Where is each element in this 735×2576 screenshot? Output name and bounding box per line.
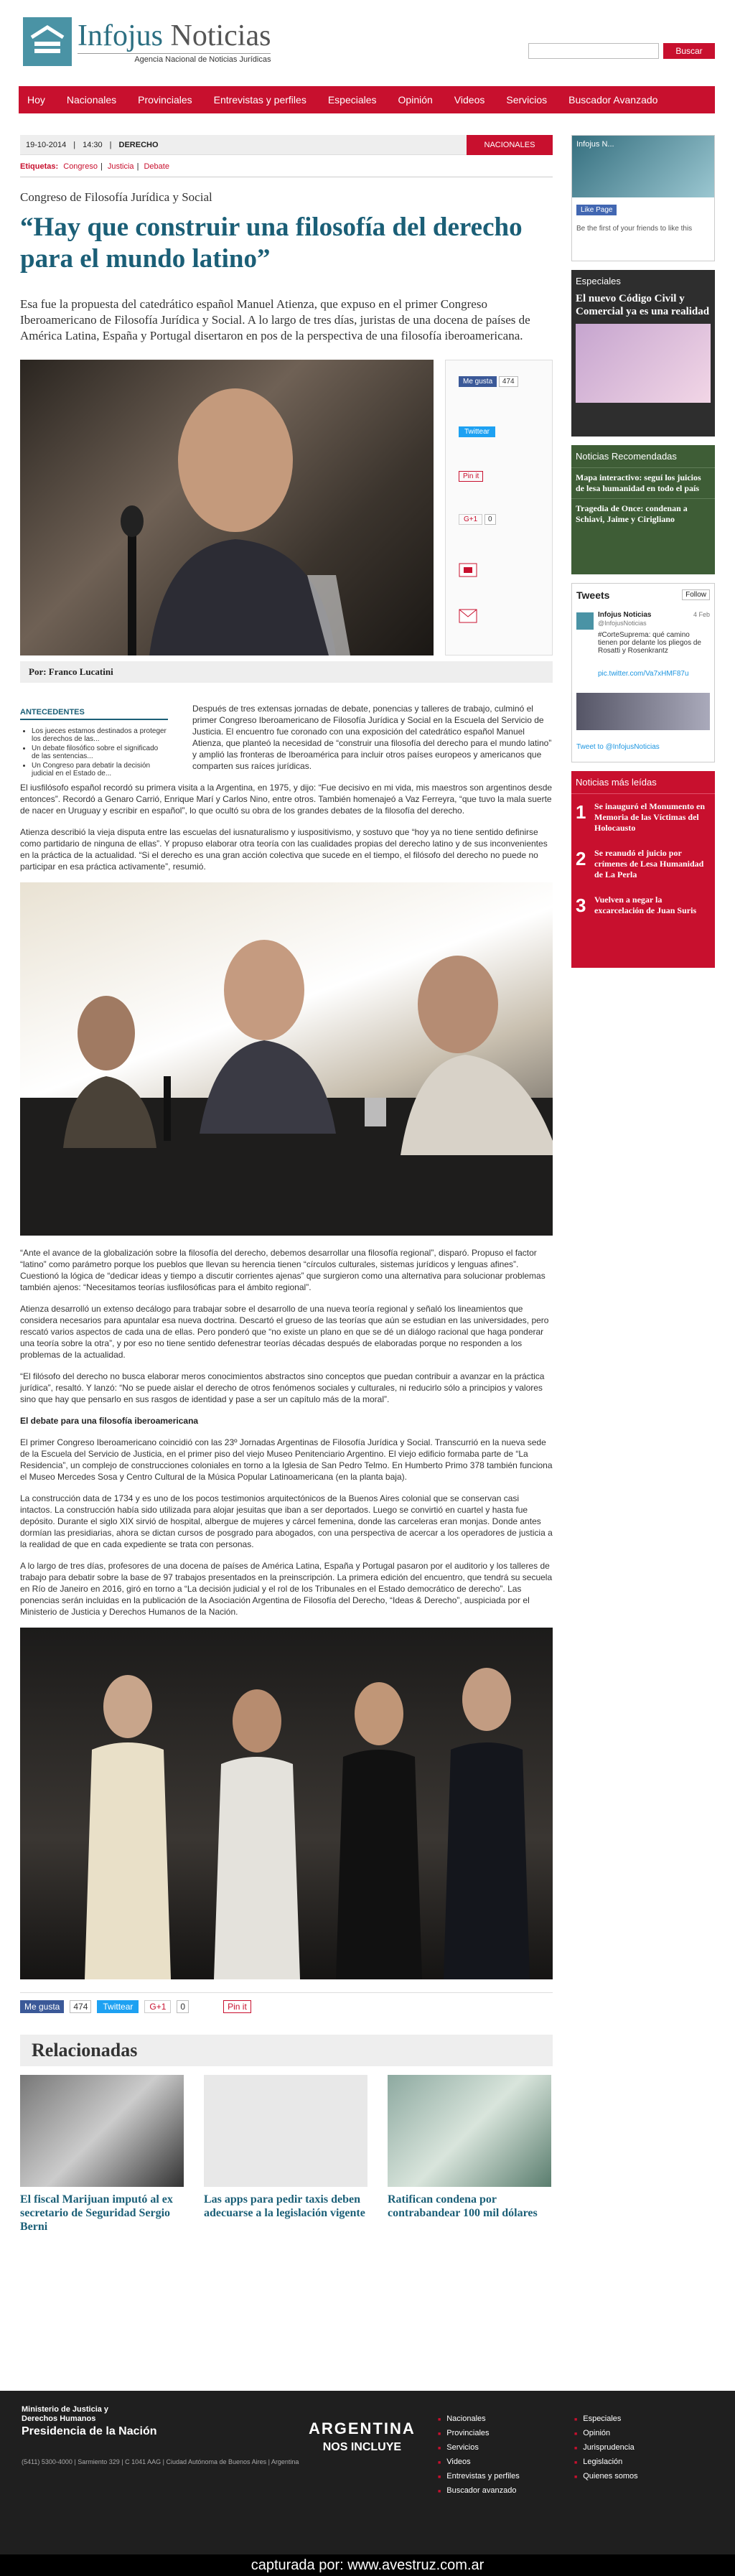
site-header (0, 0, 735, 79)
follow-button[interactable]: Follow (682, 589, 710, 600)
tw-avatar (576, 612, 594, 630)
site-logo[interactable] (23, 17, 271, 66)
tweets-heading: Tweets (576, 589, 610, 601)
footer-link[interactable]: ■ Entrevistas y perfiles (438, 2470, 520, 2484)
hero-photo (20, 360, 434, 655)
nav-hoy[interactable]: Hoy (27, 94, 45, 106)
mas-leida-link[interactable]: Vuelven a negar la excarcelación de Juan Suris (594, 895, 697, 915)
gplus-count: 0 (484, 514, 496, 525)
search-button[interactable]: Buscar (663, 43, 715, 59)
facebook-widget (571, 135, 715, 261)
main-nav (19, 86, 715, 113)
paragraph: El primer Congreso Iberoamericano coincidió con las 23º Jornadas Argentinas de Filosofía Jurídica y Social. Transcurrió en la nueva sede de la Escuela del Servicio de Justicia, en el primer piso del viejo Museo Penitenciario Argentino. El viejo edificio formaba parte de “La Residencia”, un complejo de construcciones coloniales en torno a la Iglesia de San Pedro Telmo. En Humberto Primo 378 también funciona el Museo Mercedes Sosa y Centro Cultural de la Música Popular Latinoamericana (en la planta baja). (20, 1437, 553, 1482)
footer-link[interactable]: ■ Buscador avanzado (438, 2484, 520, 2498)
especiales-heading: Especiales (576, 276, 621, 286)
article-body (20, 703, 553, 1979)
article-photo (20, 1628, 553, 1979)
subheading: El debate para una filosofía iberoamericana (20, 1416, 199, 1426)
antecedentes-link[interactable]: • Un debate filosófico sobre el significado de las sentencias... (32, 745, 168, 760)
related-item[interactable] (388, 2075, 551, 2234)
nav-entrevistas[interactable]: Entrevistas y perfiles (213, 94, 306, 106)
hero-block (20, 360, 553, 655)
tags-label: Etiquetas: (20, 162, 59, 171)
related-title[interactable]: Las apps para pedir taxis deben adecuarse a la legislación vigente (204, 2193, 365, 2219)
recomendada-link[interactable]: Tragedia de Once: condenan a Schiavi, Jaime y Cirigliano (571, 498, 715, 529)
nav-servicios[interactable]: Servicios (506, 94, 548, 106)
tweet-to-link[interactable]: Tweet to @InfojusNoticias (576, 743, 660, 751)
tw-handle: @InfojusNoticias (598, 620, 647, 627)
antecedentes-link[interactable]: • Los jueces estamos destinados a proteger los derechos de las... (32, 727, 168, 743)
footer-link[interactable]: ■ Legislación (574, 2455, 638, 2470)
nav-provinciales[interactable]: Provinciales (138, 94, 192, 106)
footer-link[interactable]: ■ Opinión (574, 2427, 638, 2441)
nav-buscador[interactable]: Buscador Avanzado (568, 94, 658, 106)
nav-videos[interactable]: Videos (454, 94, 485, 106)
gplus-button[interactable]: G+1 (459, 514, 482, 525)
paragraph: Después de tres extensas jornadas de debate, ponencias y talleres de trabajo, culminó el primer Congreso Iberoamericano de Filosofía Jurídica y Social en la Escuela del Servicio de Justicia. El encuentro fue coronado con una exposición del catedrático español Manuel Atienza, que planteó la necesidad de “construir una filosofía del derecho para el mundo latino” y amplió las fronteras de Iberoamérica para incluir otros países europeos y americanos que comparten sus raíces jurídicas. (192, 704, 552, 771)
fb-widget-text: Be the first of your friends to like this (576, 225, 693, 233)
mas-leidas-heading: Noticias más leídas (571, 771, 715, 794)
paragraph: Atienza describió la vieja disputa entre las escuelas del iusnaturalismo y iuspositivismo, y sostuvo que “hoy ya no tiene sentido definirse como partidario de ninguna de ellas”. Y propuso elaborar otra teoría con las cualidades propias del derecho latino y de sus inconvenientes en la práctica de la actualidad. “Si el derecho es una gran acción colectiva que sucede en el tiempo, el filósofo del derecho no puede no participar en esa práctica activamente”, resumió. (20, 827, 548, 872)
footer-link[interactable]: ■ Quienes somos (574, 2470, 638, 2484)
article-date: 19-10-2014 (26, 140, 67, 149)
antecedentes-link[interactable]: • Un Congreso para debatir la decisión judicial en el Estado de... (32, 762, 168, 778)
antecedentes-box (20, 708, 168, 779)
tw-link[interactable]: pic.twitter.com/Va7xHMF87u (598, 670, 689, 678)
paragraph: Atienza desarrolló un extenso decálogo para trabajar sobre el desarrollo de una nueva teoría regional y señaló los lineamientos que considera necesarios para apuntalar esa nueva doctrina. Descartó el grueso de las teorías que aún se estudian en las universidades, pero rescató varios aspectos de cada una de ellas. Pero ponderó que “no existe un plano en que se dé un diálogo racional que haga ponderar una teoría sobre la otra”, y por eso no tiene sentido defenestrar teorías décadas después de elaboradas porque no responden a los problemas de la actualidad. (20, 1304, 549, 1360)
tag-link[interactable]: Justicia (107, 162, 134, 171)
paragraph: A lo largo de tres días, profesores de una docena de países de América Latina, España y Portugal pasaron por el auditorio y los talleres de trabajo para debatir sobre la base de 97 trabajos presentados en la preinscripción. La primera edición del encuentro, que tendrá su secuela en Río de Janeiro en 2016, giró en torno a “La decisión judicial y el rol de los Tribunales en el Estado democrático de derecho”. Las ponencias serán incluidas en la publicación de la Asociación Argentina de Filosofía del Derecho, “Ideas & Derecho”, auspiciada por el Ministerio de Justicia y Derechos Humanos de la Nación. (20, 1561, 553, 1617)
footer-link[interactable]: ■ Nacionales (438, 2412, 520, 2427)
footer-links-2 (574, 2412, 638, 2484)
footer-links-1 (438, 2412, 520, 2498)
site-footer (0, 2391, 735, 2554)
footer-link[interactable]: ■ Jurisprudencia (574, 2441, 638, 2455)
logo-subtitle: Agencia Nacional de Noticias Jurídicas (78, 53, 271, 64)
article-column (20, 135, 553, 2234)
mas-leidas-widget: Noticias más leídas 1 Se inauguró el Monumento en Memoria de las Víctimas del Holocausto 2 Se reanudó el juicio por crímenes de Lesa Humanidad de La Perla 3 Vuelven a negar la excarcelación de Juan Suris (571, 771, 715, 968)
article-kicker: Congreso de Filosofía Jurídica y Social (20, 190, 212, 204)
fb-like-button[interactable]: Me gusta (20, 2000, 64, 2013)
paragraph: “Ante el avance de la globalización sobre la filosofía del derecho, debemos desarrollar una filosofía regional”, disparó. Propuso el factor “latino” como parámetro porque los pueblos que llevan su herencia tienen “círculos culturales, sistemas jurídicos y lenguas afines”. Cuestionó la lógica de “dedicar ideas y tiempo a discutir corrientes ajenas” que surgieron como una alternativa para solucionar problemas también ajenos: “Necesitamos teorías iusfilosóficas para el ámbito regional”. (20, 1248, 546, 1292)
related-title[interactable]: Ratifican condena por contrabandear 100 mil dólares (388, 2193, 538, 2219)
gplus-button[interactable]: G+1 (144, 2000, 171, 2013)
tw-date: 4 Feb (693, 611, 710, 618)
fb-widget-title: Infojus N... (576, 140, 614, 149)
nav-opinion[interactable]: Opinión (398, 94, 433, 106)
related-list (20, 2075, 553, 2234)
especiales-title[interactable]: El nuevo Código Civil y Comercial ya es una realidad (576, 293, 710, 317)
tag-link[interactable]: Congreso (63, 162, 98, 171)
tw-user[interactable]: Infojus Noticias (598, 611, 652, 619)
related-title[interactable]: El fiscal Marijuan imputó al ex secretario de Seguridad Sergio Berni (20, 2193, 173, 2233)
paragraph: El iusfilósofo español recordó su primera visita a la Argentina, en 1975, y dijo: “Fue decisivo en mi vida, mis maestros son argentinos desde entonces”. Recordó a Genaro Carrió, Enrique Marí y Carlos Nino, entre otros. También homenajeó a Vaz Ferreyra, “que tuvo la mala suerte de nacer en Uruguay y escribir en español”, lo que ocultó su obra de los grandes debates de la filosofía del derecho. (20, 783, 553, 816)
section-button[interactable]: NACIONALES (467, 135, 553, 155)
related-thumb (20, 2075, 184, 2187)
ministerio-label: Ministerio de Justicia y Derechos Humanos (22, 2405, 109, 2423)
fb-like-page-button[interactable]: Like Page (576, 205, 617, 215)
argentina-label: ARGENTINA (309, 2419, 416, 2437)
especiales-widget[interactable] (571, 270, 715, 437)
logo-name-2: Noticias (170, 19, 271, 52)
mas-leida-link[interactable]: Se inauguró el Monumento en Memoria de las Víctimas del Holocausto (594, 801, 706, 833)
paragraph: “El filósofo del derecho no busca elaborar meros conocimientos abstractos sino conceptos que puedan contribuir a avanzar en la práctica jurídica”, resaltó. Y lanzó: “No se puede aislar el derecho de otros fenómenos sociales y culturales, ni reducirlo sólo a principios y valores sino que hay que pensarlo en sus rasgos de identidad y pase a ser un capítulo más de la moral”. (20, 1371, 545, 1404)
logo-name-1: Infojus (78, 19, 163, 52)
article-meta: 19-10-2014 | 14:30 | DERECHO (20, 135, 553, 155)
footer-link[interactable]: ■ Servicios (438, 2441, 520, 2455)
related-thumb (204, 2075, 368, 2187)
related-item[interactable] (20, 2075, 184, 2234)
twitter-widget (571, 583, 715, 762)
antecedentes-title: ANTECEDENTES (20, 708, 168, 720)
pinterest-button[interactable]: Pin it (223, 2000, 251, 2013)
tw-text: #CorteSuprema: qué camino tienen por delante los pliegos de Rosatti y Rosenkrantz (598, 631, 701, 655)
capture-credit: capturada por: www.avestruz.com.ar (0, 2554, 735, 2576)
print-icon[interactable] (459, 563, 477, 579)
search-input[interactable] (528, 43, 659, 59)
mas-leida-link[interactable]: Se reanudó el juicio por crímenes de Lesa Humanidad de La Perla (594, 848, 704, 879)
article-time: 14:30 (83, 140, 103, 149)
fb-like-button[interactable]: Me gusta (459, 376, 497, 387)
bottom-share (20, 1992, 553, 2013)
article-photo (20, 882, 553, 1236)
email-icon[interactable] (459, 609, 477, 625)
recomendadas-widget (571, 445, 715, 574)
nos-incluye-label: NOS INCLUYE (322, 2441, 402, 2453)
share-panel (445, 360, 553, 655)
tag-link[interactable]: Debate (144, 162, 169, 171)
tw-media (576, 693, 710, 730)
tags-row: Etiquetas: Congreso | Justicia | Debate (20, 162, 553, 177)
logo-icon (23, 17, 72, 66)
article-title: “Hay que construir una filosofía del derecho para el mundo latino” (20, 213, 523, 274)
article-lead: Esa fue la propuesta del catedrático español Manuel Atienza, que expuso en el primer Congreso Iberoamericano de Filosofía Jurídica y Social. A lo largo de tres días, juristas de una docena de países de América Latina, España y Portugal disertaron en pos de la perspectiva de una filosofía iberoamericana. (20, 297, 530, 342)
recomendadas-heading: Noticias Recomendadas (576, 451, 677, 462)
related-thumb (388, 2075, 551, 2187)
footer-link[interactable]: ■ Provinciales (438, 2427, 520, 2441)
nav-nacionales[interactable]: Nacionales (66, 94, 117, 106)
pinterest-button[interactable]: Pin it (459, 471, 483, 482)
footer-address: (5411) 5300-4000 | Sarmiento 329 | C 1041 AAG | Ciudad Autónoma de Buenos Aires | Argentina (22, 2458, 299, 2465)
paragraph: La construcción data de 1734 y es uno de los pocos testimonios arquitectónicos de la Buenos Aires colonial que se conservan casi intactos. La construcción había sido utilizada para alojar jesuitas que iban a ser deportados. Luego se convirtió en cuartel y hasta fue depósito. Durante el siglo XIX sirvió de hospital, albergue de mujeres y cárcel femenina, donde las carceleras eran monjas. Donde antes dormían las presidiarias, ahora se dictan cursos de posgrado para abogados, con una perspectiva de acercar a los operadores de justicia a la realidad de que en cada expediente se trata con personas. (20, 1493, 553, 1549)
fb-count: 474 (70, 2000, 91, 2013)
footer-link[interactable]: ■ Especiales (574, 2412, 638, 2427)
related-heading: Relacionadas (20, 2035, 553, 2066)
photo-credit: Por: Franco Lucatini (20, 661, 553, 683)
related-item[interactable] (204, 2075, 368, 2234)
article-section: DERECHO (118, 140, 159, 149)
tweet-button[interactable]: Twittear (459, 426, 495, 437)
gplus-count: 0 (177, 2000, 189, 2013)
especiales-thumb (576, 324, 711, 403)
footer-link[interactable]: ■ Videos (438, 2455, 520, 2470)
presidencia-label: Presidencia de la Nación (22, 2425, 157, 2437)
nav-especiales[interactable]: Especiales (327, 94, 377, 106)
tweet-button[interactable]: Twittear (97, 2000, 139, 2013)
sidebar (571, 135, 715, 976)
recomendada-link[interactable]: Mapa interactivo: seguí los juicios de lesa humanidad en todo el país (571, 467, 715, 498)
fb-count: 474 (499, 376, 518, 387)
